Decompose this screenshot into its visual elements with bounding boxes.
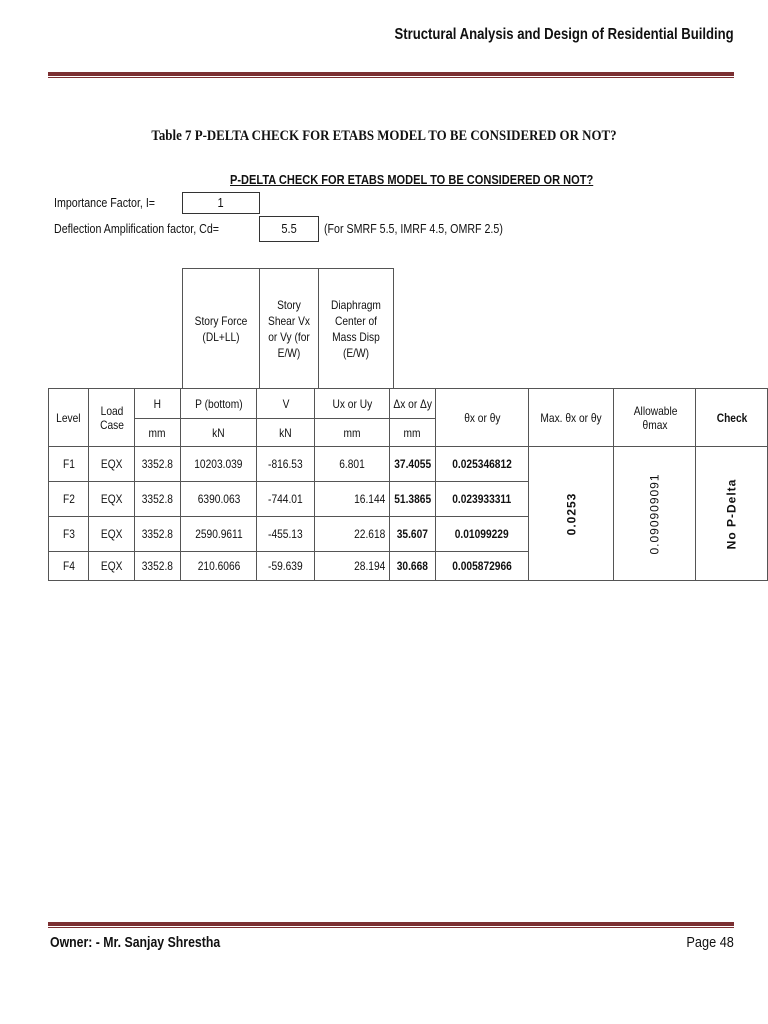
- max-theta-value: 0.0253: [528, 447, 613, 581]
- cell-h: 3352.8: [134, 447, 181, 482]
- cell-load: EQX: [89, 517, 134, 552]
- col-delta: Δx or Δy: [389, 389, 435, 419]
- footer-owner: Owner: - Mr. Sanjay Shrestha: [50, 934, 221, 951]
- cell-p: 6390.063: [181, 482, 257, 517]
- cell-v: -816.53: [257, 447, 315, 482]
- cell-level: F1: [49, 447, 89, 482]
- cell-level: F4: [49, 552, 89, 581]
- unit-v: kN: [257, 419, 315, 447]
- cell-h: 3352.8: [134, 482, 181, 517]
- col-level: Level: [49, 389, 89, 447]
- check-result: No P-Delta: [696, 447, 768, 581]
- col-check: Check: [696, 389, 768, 447]
- cell-u: 22.618: [315, 517, 390, 552]
- cell-p: 210.6066: [181, 552, 257, 581]
- col-max-theta: Max. θx or θy: [528, 389, 613, 447]
- col-load-case: Load Case: [89, 389, 134, 447]
- cell-level: F2: [49, 482, 89, 517]
- col-p: P (bottom): [181, 389, 257, 419]
- cell-load: EQX: [89, 447, 134, 482]
- cell-theta: 0.01099229: [436, 517, 529, 552]
- cell-theta: 0.005872966: [436, 552, 529, 581]
- importance-factor-label: Importance Factor, I=: [54, 195, 156, 210]
- table-header-row: [49, 389, 768, 419]
- cell-theta: 0.025346812: [436, 447, 529, 482]
- col-h: H: [134, 389, 181, 419]
- col-u: Ux or Uy: [315, 389, 390, 419]
- footer-rule: [48, 922, 734, 928]
- unit-delta: mm: [389, 419, 435, 447]
- col-v: V: [257, 389, 315, 419]
- cell-delta: 51.3865: [389, 482, 435, 517]
- allowable-theta-value: 0.090909091: [614, 447, 696, 581]
- cell-h: 3352.8: [134, 517, 181, 552]
- story-force-header: Story Force (DL+LL): [182, 268, 260, 389]
- deflection-factor-note: (For SMRF 5.5, IMRF 4.5, OMRF 2.5): [324, 221, 503, 236]
- cell-level: F3: [49, 517, 89, 552]
- unit-p: kN: [181, 419, 257, 447]
- page-number: Page 48: [686, 934, 734, 951]
- table-caption: Table 7 P-DELTA CHECK FOR ETABS MODEL TO BE CONSIDERED OR NOT?: [151, 128, 617, 144]
- cell-p: 10203.039: [181, 447, 257, 482]
- cell-load: EQX: [89, 552, 134, 581]
- story-shear-header: Story Shear Vx or Vy (for E/W): [259, 268, 319, 389]
- cell-theta: 0.023933311: [436, 482, 529, 517]
- col-theta: θx or θy: [436, 389, 529, 447]
- diaphragm-header: Diaphragm Center of Mass Disp (E/W): [318, 268, 394, 389]
- header-title: Structural Analysis and Design of Residential Building: [394, 26, 734, 43]
- importance-factor-value: 1: [182, 192, 260, 214]
- cell-u: 6.801: [315, 447, 390, 482]
- col-allowable: Allowable θmax: [614, 389, 696, 447]
- cell-delta: 30.668: [389, 552, 435, 581]
- cell-u: 16.144: [315, 482, 390, 517]
- cell-load: EQX: [89, 482, 134, 517]
- cell-v: -455.13: [257, 517, 315, 552]
- table-subtitle: P-DELTA CHECK FOR ETABS MODEL TO BE CONSIDERED OR NOT?: [230, 172, 594, 187]
- cell-v: -744.01: [257, 482, 315, 517]
- cell-h: 3352.8: [134, 552, 181, 581]
- header-rule: [48, 72, 734, 78]
- cell-delta: 35.607: [389, 517, 435, 552]
- unit-h: mm: [134, 419, 181, 447]
- unit-u: mm: [315, 419, 390, 447]
- cell-p: 2590.9611: [181, 517, 257, 552]
- table-row: [49, 447, 768, 482]
- p-delta-table: [48, 388, 768, 581]
- deflection-factor-value: 5.5: [259, 216, 319, 242]
- deflection-factor-label: Deflection Amplification factor, Cd=: [54, 221, 220, 236]
- cell-u: 28.194: [315, 552, 390, 581]
- cell-v: -59.639: [257, 552, 315, 581]
- cell-delta: 37.4055: [389, 447, 435, 482]
